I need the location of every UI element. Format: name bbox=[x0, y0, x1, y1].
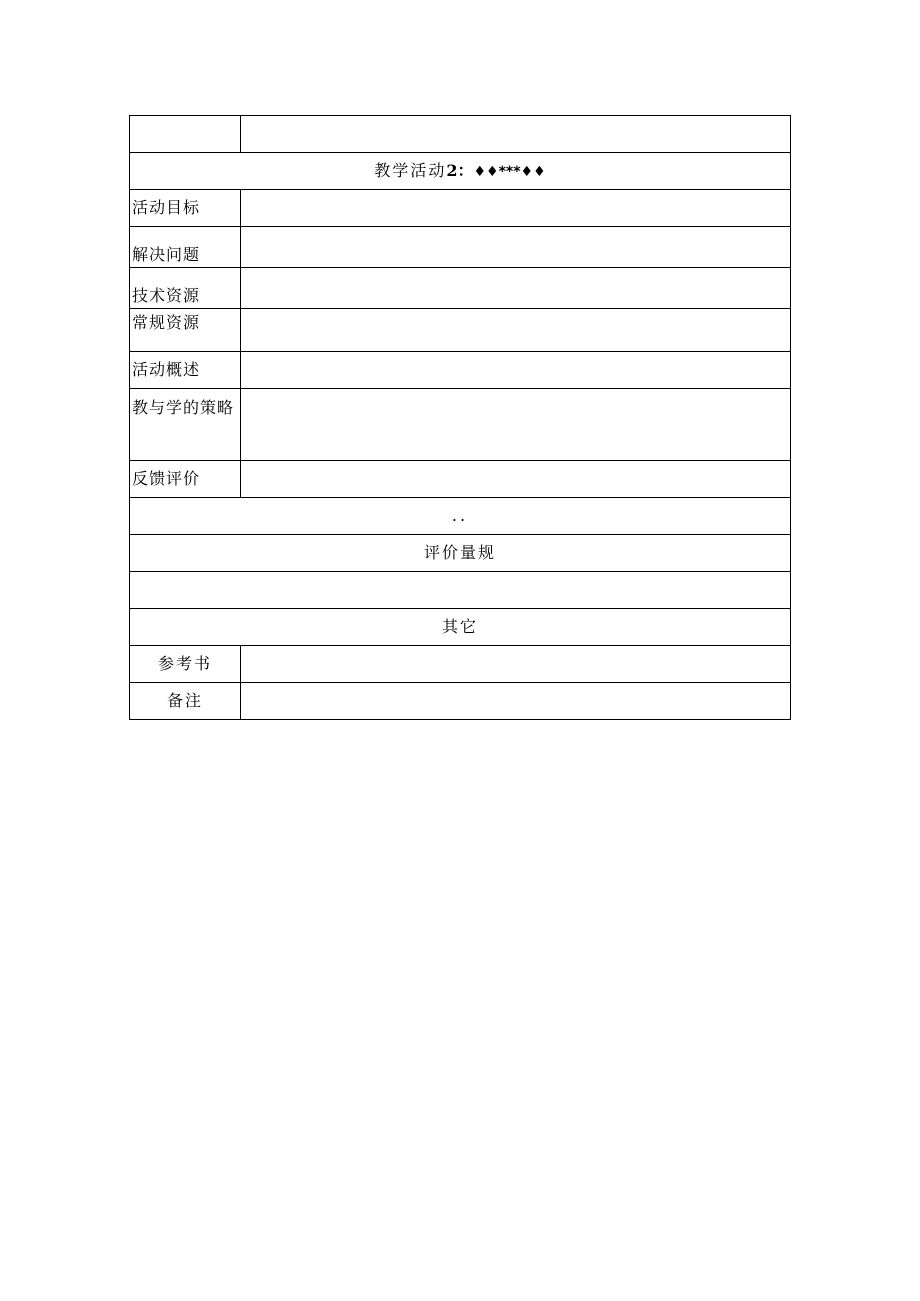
overview-label: 活动概述 bbox=[130, 352, 241, 389]
overview-row bbox=[130, 352, 791, 389]
problem-row bbox=[130, 227, 791, 268]
regular-resources-label: 常规资源 bbox=[130, 309, 241, 352]
problem-label: 解决问题 bbox=[130, 227, 241, 268]
notes-value-cell[interactable] bbox=[241, 683, 791, 720]
rubric-content-cell[interactable] bbox=[130, 572, 791, 609]
objective-row bbox=[130, 190, 791, 227]
activity-title-number: 2： bbox=[446, 161, 474, 180]
blank-label-cell bbox=[130, 116, 241, 153]
other-heading-row bbox=[130, 609, 791, 646]
activity-title bbox=[130, 153, 791, 190]
overview-value-cell[interactable] bbox=[241, 352, 791, 389]
separator-dots: .. bbox=[130, 498, 791, 535]
blank-top-row bbox=[130, 116, 791, 153]
reference-label: 参考书 bbox=[130, 646, 241, 683]
regular-resources-row bbox=[130, 309, 791, 352]
regular-resources-value-cell[interactable] bbox=[241, 309, 791, 352]
feedback-row bbox=[130, 461, 791, 498]
notes-label: 备注 bbox=[130, 683, 241, 720]
reference-row bbox=[130, 646, 791, 683]
lesson-plan-table bbox=[129, 115, 791, 720]
tech-resources-row bbox=[130, 268, 791, 309]
activity-title-prefix: 教学活动 bbox=[374, 161, 447, 180]
strategy-value-cell[interactable] bbox=[241, 389, 791, 461]
feedback-label: 反馈评价 bbox=[130, 461, 241, 498]
feedback-value-cell[interactable] bbox=[241, 461, 791, 498]
problem-value-cell[interactable] bbox=[241, 227, 791, 268]
activity-title-symbols: ♦♦***♦♦ bbox=[473, 164, 546, 180]
strategy-label: 教与学的策略 bbox=[130, 389, 241, 461]
rubric-content-row bbox=[130, 572, 791, 609]
tech-resources-value-cell[interactable] bbox=[241, 268, 791, 309]
separator-row bbox=[130, 498, 791, 535]
blank-value-cell[interactable] bbox=[241, 116, 791, 153]
objective-label: 活动目标 bbox=[130, 190, 241, 227]
tech-resources-label: 技术资源 bbox=[130, 268, 241, 309]
activity-title-row bbox=[130, 153, 791, 190]
other-heading: 其它 bbox=[130, 609, 791, 646]
objective-value-cell[interactable] bbox=[241, 190, 791, 227]
rubric-heading: 评价量规 bbox=[130, 535, 791, 572]
strategy-row bbox=[130, 389, 791, 461]
notes-row bbox=[130, 683, 791, 720]
rubric-heading-row bbox=[130, 535, 791, 572]
reference-value-cell[interactable] bbox=[241, 646, 791, 683]
